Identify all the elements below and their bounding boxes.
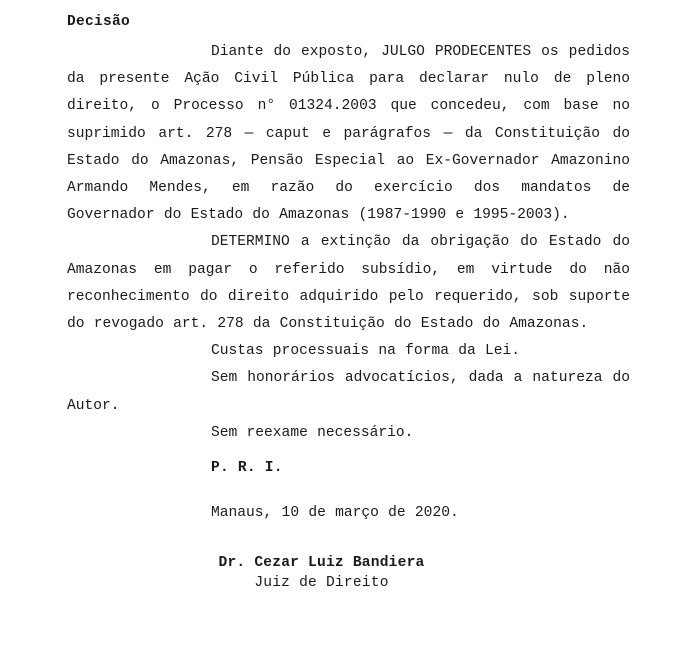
- place-and-date: Manaus, 10 de março de 2020.: [211, 505, 459, 522]
- paragraph-ruling-dispositive: Diante do exposto, JULGO PRODECENTES os pedidos da presente Ação Civil Pública para declarar nulo de pleno direito, o Processo n° 01324.2003 que concedeu, com base no suprimido art. 278 — caput e parágrafos — da Constituição do Estado do Amazonas, Pensão Especial ao Ex-Governador Amazonino Armando Mendes, em razão do exercício dos mandatos de Governador do Estado do Amazonas (1987-1990 e 1995-2003).: [67, 44, 630, 224]
- statement-court-costs: Custas processuais na forma da Lei.: [211, 343, 521, 360]
- document-body: [67, 39, 630, 593]
- paragraph-ruling-extinction: DETERMINO a extinção da obrigação do Estado do Amazonas em pagar o referido subsídio, em virtude do não reconhecimento do direito adquirido pelo requerido, sob suporte do revogado art. 278 da Constituição do Estado do Amazonas.: [67, 234, 630, 333]
- signature-role: Juiz de Direito: [254, 575, 389, 592]
- statement-attorney-fees: Sem honorários advocatícios, dada a natureza do Autor.: [67, 370, 630, 414]
- spacer-before-closing: [67, 447, 630, 455]
- signature-block: [67, 553, 630, 593]
- spacer-before-date: [67, 482, 630, 500]
- closing-abbreviation: P. R. I.: [211, 460, 283, 477]
- signature-name: Dr. Cezar Luiz Bandiera: [218, 555, 425, 572]
- page-title: Decisão: [67, 14, 131, 30]
- statement-no-rehearing: Sem reexame necessário.: [211, 424, 414, 441]
